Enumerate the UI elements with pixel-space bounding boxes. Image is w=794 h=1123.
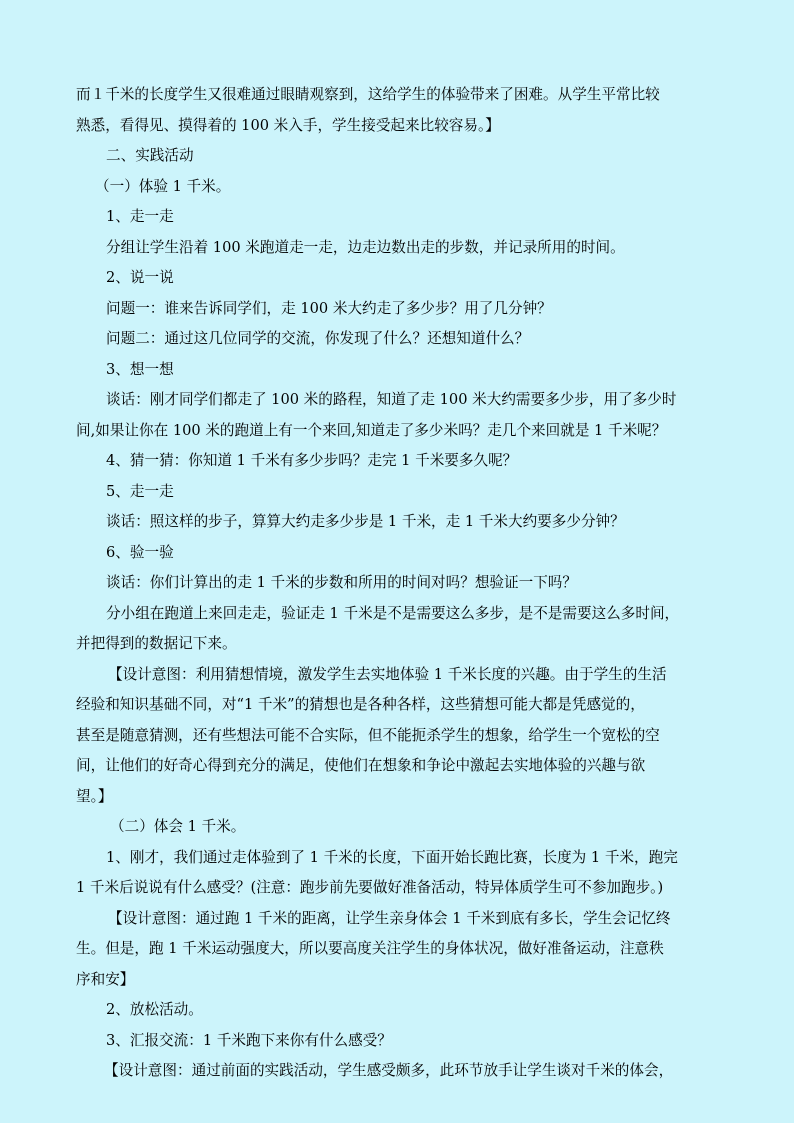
text-line: 而１千米的长度学生又很难通过眼睛观察到，这给学生的体验带来了困难。从学生平常比较 (76, 86, 660, 103)
text-line: 3、汇报交流：1 千米跑下来你有什么感受？ (106, 1031, 392, 1049)
text-line: 经验和知识基础不同，对“1 千米”的猜想也是各种各样，这些猜想可能大都是凭感觉的， (76, 696, 645, 713)
text-line: 1 千米后说说有什么感受？(注意：跑步前先要做好准备活动，特异体质学生可不参加跑步。) (76, 879, 664, 896)
text-line: 2、放松活动。 (106, 1001, 203, 1018)
text-line: 谈话：你们计算出的走 1 千米的步数和所用的时间对吗？想验证一下吗？ (106, 574, 577, 591)
text-line: 间,如果让你在 100 米的跑道上有一个来回,知道走了多少米吗？走几个来回就是 1 千米呢？ (76, 421, 667, 439)
text-line: 问题二：通过这几位同学的交流，你发现了什么？还想知道什么？ (106, 330, 530, 347)
text-line: 4、猜一猜：你知道 1 千米有多少步吗？走完 1 千米要多久呢？ (106, 452, 518, 469)
text-line: 【设计意图：通过跑 1 千米的距离，让学生亲身体会 1 千米到底有多长，学生会记忆终 (108, 909, 671, 927)
text-line: 间，让他们的好奇心得到充分的满足，使他们在想象和争论中激起去实地体验的兴趣与欲 (76, 757, 646, 774)
text-line: 2、说一说 (106, 269, 174, 286)
text-line: 甚至是随意猜测，还有些想法可能不合实际，但不能扼杀学生的想象，给学生一个宽松的空 (76, 726, 660, 744)
text-line: 生。但是，跑 1 千米运动强度大，所以要高度关注学生的身体状况，做好准备运动，注意秩 (76, 940, 664, 957)
text-line: 谈话：照这样的步子，算算大约走多少步是 1 千米，走 1 千米大约要多少分钟？ (106, 513, 625, 530)
text-line: 1、刚才，我们通过走体验到了 1 千米的长度，下面开始长跑比赛，长度为 1 千米，跑完 (106, 848, 678, 866)
text-line: 6、验一验 (106, 543, 174, 561)
text-line: 望。】 (76, 787, 113, 805)
text-line: 1、走一走 (106, 208, 174, 225)
text-line: 序和安】 (76, 970, 135, 988)
text-line: 并把得到的数据记下来。 (76, 635, 237, 652)
text-line: （二）体会 1 千米。 (110, 818, 246, 835)
text-line: （一）体验 1 千米。 (95, 177, 231, 195)
text-line: 分小组在跑道上来回走走，验证走 1 千米是不是需要这么多步，是不是需要这么多时间， (106, 604, 680, 622)
text-line: 问题一：谁来告诉同学们，走 100 米大约走了多少步？用了几分钟？ (106, 299, 552, 317)
text-line: 二、实践活动 (106, 147, 194, 164)
text-line: 熟悉，看得见、摸得着的 100 米入手，学生接受起来比较容易。】 (76, 116, 500, 134)
text-line: 3、想一想 (106, 360, 174, 378)
text-line: 5、走一走 (106, 482, 174, 500)
text-line: 【设计意图：通过前面的实践活动，学生感受颇多，此环节放手让学生谈对千米的体会， (104, 1062, 674, 1079)
text-line: 【设计意图：利用猜想情境，激发学生去实地体验 1 千米长度的兴趣。由于学生的生活 (108, 665, 667, 683)
text-line: 谈话：刚才同学们都走了 100 米的路程，知道了走 100 米大约需要多少步，用了多少时 (106, 391, 677, 408)
text-line: 分组让学生沿着 100 米跑道走一走，边走边数出走的步数，并记录所用的时间。 (106, 238, 625, 256)
